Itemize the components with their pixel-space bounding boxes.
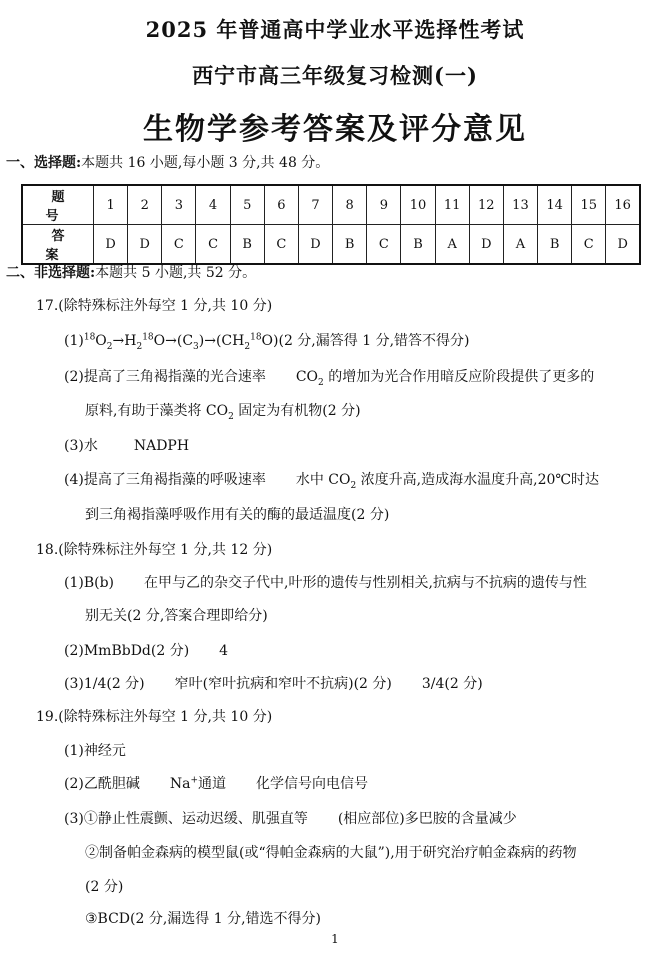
q18-part1-cont: 别无关(2 分,答案合理即给分) <box>85 608 268 624</box>
isotope-mark: 18 <box>250 332 262 343</box>
question-number-cell: 14 <box>538 185 572 225</box>
q19-p2-b: Na <box>169 776 191 792</box>
question-number-cell: 9 <box>367 185 401 225</box>
document-title: 生物学参考答案及评分意见 <box>143 112 527 147</box>
superscript-plus: + <box>190 775 198 786</box>
q18-heading: 18.(除特殊标注外每空 1 分,共 12 分) <box>36 542 273 558</box>
section-1-heading <box>6 152 329 172</box>
q17-p2-a: (2)提高了三角褐指藻的光合速率 <box>64 369 266 385</box>
question-number-cell: 12 <box>469 185 503 225</box>
q19-part3-item2-cont: (2 分) <box>85 879 124 895</box>
answer-row <box>22 225 640 265</box>
q17-p3-a: (3)水 <box>64 438 98 454</box>
q17-part2-cont <box>85 400 361 422</box>
q18-part3 <box>64 673 483 693</box>
q17-p4-b: 水中 CO <box>295 472 351 488</box>
section-2-heading <box>6 262 256 282</box>
subscript: 2 <box>136 341 143 352</box>
answer-cell: C <box>367 225 401 265</box>
answer-cell: D <box>128 225 162 265</box>
section-1-desc: 本题共 16 小题,每小题 3 分,共 48 分。 <box>81 155 330 171</box>
question-number-cell: 15 <box>572 185 606 225</box>
q17-p1-o: O <box>153 333 166 349</box>
q17-p2-b: CO <box>295 369 319 385</box>
question-number-cell: 13 <box>503 185 537 225</box>
q17-p2-e: 固定为有机物(2 分) <box>233 403 361 419</box>
question-number-cell: 5 <box>230 185 264 225</box>
question-number-cell: 2 <box>128 185 162 225</box>
q19-p3-a: (3)①静止性震颤、运动迟缓、肌强直等 <box>64 811 308 827</box>
q17-part1 <box>64 330 469 352</box>
subscript: 2 <box>350 480 357 491</box>
q17-part2 <box>64 366 594 388</box>
isotope-mark: 18 <box>83 332 96 343</box>
q17-part3 <box>64 435 189 455</box>
answer-cell: C <box>264 225 298 265</box>
question-number-cell: 4 <box>196 185 230 225</box>
q17-p3-b: NADPH <box>133 438 190 454</box>
question-number-cell: 7 <box>298 185 332 225</box>
subscript: 2 <box>228 411 234 422</box>
q17-p4-a: (4)提高了三角褐指藻的呼吸速率 <box>64 472 266 488</box>
q18-p2-b: 4 <box>219 643 229 659</box>
q18-p3-a: (3)1/4(2 分) <box>64 676 145 692</box>
q19-p2-c: 通道 <box>198 776 226 792</box>
question-number-cell: 8 <box>333 185 367 225</box>
row-label-question: 题 号 <box>22 185 94 225</box>
q19-heading: 19.(除特殊标注外每空 1 分,共 10 分) <box>36 709 273 725</box>
q17-p1-c3: →(C <box>165 333 194 349</box>
q19-part1: (1)神经元 <box>64 743 126 759</box>
q17-p4-c: 浓度升高,造成海水温度升高,20℃时达 <box>356 472 600 488</box>
section-2-title: 二、非选择题: <box>6 265 96 281</box>
q19-part3-item2: ②制备帕金森病的模型鼠(或“得帕金森病的大鼠”),用于研究治疗帕金森病的药物 <box>85 845 577 861</box>
answer-cell: B <box>333 225 367 265</box>
answer-cell: A <box>503 225 537 265</box>
q19-part2 <box>64 773 368 793</box>
q17-p1-h2o: H <box>124 333 137 349</box>
subscript: 2 <box>244 341 251 352</box>
q17-p1-ch2o: )→(CH <box>198 333 245 349</box>
answer-cell: D <box>606 225 640 265</box>
q18-p1-a: (1)B(b) <box>64 575 115 591</box>
section-1-title: 一、选择题: <box>6 155 82 171</box>
question-number-cell: 1 <box>94 185 128 225</box>
q18-p3-c: 3/4(2 分) <box>421 676 483 692</box>
answer-cell: D <box>94 225 128 265</box>
q19-p2-d: 化学信号向电信号 <box>256 776 368 792</box>
q17-p2-c: 的增加为光合作用暗反应阶段提供了更多的 <box>323 369 595 385</box>
answer-cell: B <box>401 225 435 265</box>
subscript: 2 <box>106 341 113 352</box>
answer-cell: C <box>572 225 606 265</box>
answer-cell: B <box>230 225 264 265</box>
question-number-cell: 16 <box>606 185 640 225</box>
q18-part2 <box>64 640 228 660</box>
q17-part4-cont: 到三角褐指藻呼吸作用有关的酶的最适温度(2 分) <box>85 507 390 523</box>
isotope-mark: 18 <box>142 332 154 343</box>
subscript: 2 <box>318 377 324 388</box>
answer-table <box>21 184 641 265</box>
section-2-desc: 本题共 5 小题,共 52 分。 <box>95 265 257 281</box>
question-number-cell: 10 <box>401 185 435 225</box>
answer-cell: A <box>435 225 469 265</box>
exam-title: 2025 年普通高中学业水平选择性考试 <box>145 17 525 42</box>
exam-subtitle: 西宁市高三年级复习检测(一) <box>192 63 478 88</box>
q19-part3 <box>64 808 517 828</box>
q17-p1-label: (1) <box>64 333 84 349</box>
row-label-answer: 答 案 <box>22 225 94 265</box>
page-number: 1 <box>331 932 339 946</box>
q18-part1 <box>64 572 587 592</box>
q19-p2-a: (2)乙酰胆碱 <box>64 776 140 792</box>
q17-heading: 17.(除特殊标注外每空 1 分,共 10 分) <box>36 298 273 314</box>
q18-p1-b: 在甲与乙的杂交子代中,叶形的遗传与性别相关,抗病与不抗病的遗传与性 <box>144 575 587 591</box>
q17-p1-tail: O)(2 分,漏答得 1 分,错答不得分) <box>261 333 470 349</box>
answer-cell: D <box>298 225 332 265</box>
subscript: 3 <box>193 341 199 352</box>
question-number-cell: 3 <box>162 185 196 225</box>
q18-p2-a: (2)MmBbDd(2 分) <box>64 643 190 659</box>
answer-cell: C <box>196 225 230 265</box>
q17-part4 <box>64 469 599 491</box>
answer-cell: D <box>469 225 503 265</box>
question-number-row <box>22 185 640 225</box>
answer-cell: B <box>538 225 572 265</box>
q17-p2-d: 原料,有助于藻类将 CO <box>85 403 229 419</box>
q17-p1-o2: O <box>95 333 107 349</box>
question-number-cell: 6 <box>264 185 298 225</box>
q19-part3-item3: ③BCD(2 分,漏选得 1 分,错选不得分) <box>85 911 322 927</box>
q18-p3-b: 窄叶(窄叶抗病和窄叶不抗病)(2 分) <box>174 676 392 692</box>
q19-p3-b: (相应部位)多巴胺的含量减少 <box>337 811 517 827</box>
answer-cell: C <box>162 225 196 265</box>
question-number-cell: 11 <box>435 185 469 225</box>
arrow-glyph: → <box>112 333 125 349</box>
